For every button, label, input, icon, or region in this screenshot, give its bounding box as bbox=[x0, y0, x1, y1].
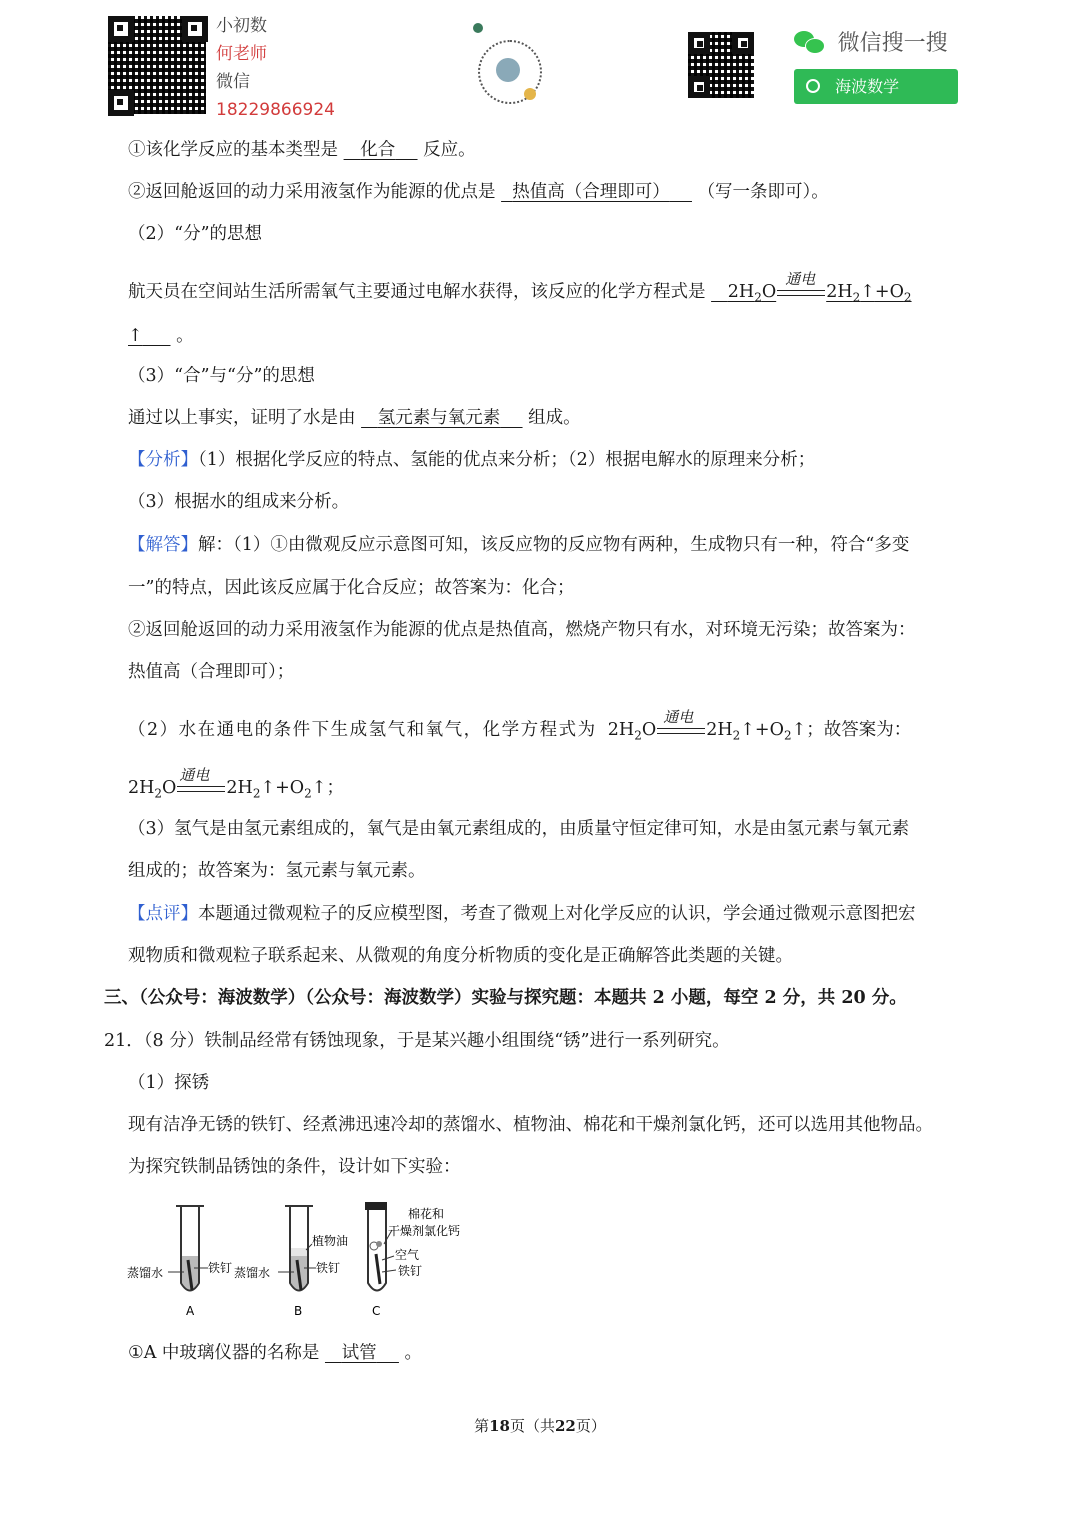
figure-label: 空气 bbox=[395, 1248, 420, 1262]
subheading: （2）“分”的思想 bbox=[128, 224, 263, 244]
answer-blank: 氢元素与氧元素 bbox=[377, 408, 501, 428]
analysis: （3）根据水的组成来分析。 bbox=[128, 492, 350, 512]
answer: 一”的特点，因此该反应属于化合反应；故答案为：化合； bbox=[128, 578, 575, 598]
test-tube-b bbox=[278, 1206, 316, 1291]
figure-label: 铁钉 bbox=[208, 1261, 233, 1275]
answer: 【解答】解：（1）①由微观反应示意图可知，该反应物的反应物有两种，生成物只有一种，符合“多变 bbox=[128, 535, 910, 555]
wechat-search-label: 微信搜一搜 bbox=[837, 31, 948, 56]
promo-phone: 18229866924 bbox=[216, 100, 335, 120]
mini-program-code bbox=[470, 20, 540, 115]
promo-line: 微信 bbox=[216, 72, 250, 92]
qr-code-right bbox=[688, 32, 754, 98]
figure-label: 棉花和 bbox=[408, 1207, 445, 1221]
text-line: ①该化学反应的基本类型是 化合 反应。 bbox=[128, 140, 476, 160]
text-line: ↑ 。 bbox=[128, 326, 194, 346]
wechat-search-badge bbox=[794, 26, 948, 57]
section-heading: 三、（公众号：海波数学）（公众号：海波数学）实验与探究题：本题共 2 小题，每空 2 分，共 20 分。 bbox=[104, 988, 907, 1008]
figure-label: 铁钉 bbox=[398, 1264, 423, 1278]
search-button-label: 海波数学 bbox=[835, 77, 900, 96]
answer-blank: 热值高（合理即可） bbox=[512, 182, 670, 202]
text-line: ①A 中玻璃仪器的名称是 试管 。 bbox=[128, 1343, 423, 1363]
comment: 【点评】本题通过微观粒子的反应模型图，考查了微观上对化学反应的认识，学会通过微观示意图把宏 bbox=[128, 904, 916, 924]
figure-label: 蒸馏水 bbox=[234, 1266, 271, 1280]
tube-label: B bbox=[294, 1304, 303, 1318]
question: 21．（8 分）铁制品经常有锈蚀现象，于是某兴趣小组围绕“锈”进行一系列研究。 bbox=[104, 1031, 730, 1051]
comment: 观物质和微观粒子联系起来、从微观的角度分析物质的变化是正确解答此类题的关键。 bbox=[128, 946, 793, 966]
answer: （2）水在通电的条件下生成氢气和氧气，化学方程式为 $2H_2O$ 通电 $2H_2↑+O_2↑$；故答案为： bbox=[128, 718, 911, 748]
qr-code-left bbox=[108, 16, 206, 114]
text-line: 航天员在空间站生活所需氧气主要通过电解水获得，该反应的化学方程式是 $2H_2O$ 通电 $2H_2↑+O_2$ bbox=[128, 280, 912, 310]
subheading: （3）“合”与“分”的思想 bbox=[128, 366, 315, 386]
search-button[interactable] bbox=[794, 69, 958, 104]
tube-label: A bbox=[186, 1304, 195, 1318]
answer: ②返回舱返回的动力采用液氢作为能源的优点是热值高，燃烧产物只有水，对环境无污染；故答案为： bbox=[128, 620, 916, 640]
figure-label: 蒸馏水 bbox=[127, 1266, 164, 1280]
search-icon bbox=[806, 79, 820, 93]
wechat-icon bbox=[794, 31, 824, 53]
answer: $2H_2O$ 通电 $2H_2↑+O_2↑$； bbox=[128, 776, 344, 806]
subheading: （1）探锈 bbox=[128, 1073, 210, 1093]
answer: 组成的；故答案为：氢元素与氧元素。 bbox=[128, 861, 426, 881]
figure-label: 干燥剂氯化钙 bbox=[388, 1224, 461, 1238]
equation-answer: $2H_2O$ 通电 $2H_2↑+O_2$ bbox=[727, 269, 912, 305]
test-tube-c bbox=[365, 1202, 396, 1291]
figure-label: 植物油 bbox=[312, 1234, 349, 1248]
equation: $2H_2O$ 通电 $2H_2↑+O_2↑$ bbox=[607, 707, 807, 743]
text-line: ②返回舱返回的动力采用液氢作为能源的优点是 热值高（合理即可） （写一条即可）。 bbox=[128, 182, 829, 202]
answer-blank: 试管 bbox=[341, 1343, 377, 1363]
figure-label: 铁钉 bbox=[316, 1261, 341, 1275]
answer: 热值高（合理即可）； bbox=[128, 662, 295, 682]
equation: $2H_2O$ 通电 $2H_2↑+O_2↑$ bbox=[128, 765, 327, 801]
promo-line: 何老师 bbox=[216, 44, 267, 64]
tube-label: C bbox=[372, 1304, 381, 1318]
experiment-figure bbox=[124, 1198, 474, 1323]
answer-blank: 化合 bbox=[360, 140, 396, 160]
analysis: 【分析】（1）根据化学反应的特点、氢能的优点来分析；（2）根据电解水的原理来分析； bbox=[128, 450, 816, 470]
promo-line: 小初数 bbox=[216, 16, 267, 36]
answer: （3）氢气是由氢元素组成的，氧气是由氧元素组成的，由质量守恒定律可知，水是由氢元素与氧元素 bbox=[128, 819, 910, 839]
question-text: 为探究铁制品锈蚀的条件，设计如下实验： bbox=[128, 1157, 461, 1177]
answer-blank: ↑ bbox=[128, 326, 143, 346]
text-line: 通过以上事实，证明了水是由 氢元素与氧元素 组成。 bbox=[128, 408, 581, 428]
question-text: 现有洁净无锈的铁钉、经煮沸迅速冷却的蒸馏水、植物油、棉花和干燥剂氯化钙，还可以选用其他物品。 bbox=[128, 1115, 933, 1135]
test-tube-a bbox=[168, 1206, 208, 1291]
page-footer: 第18页（共22页） bbox=[474, 1417, 606, 1435]
